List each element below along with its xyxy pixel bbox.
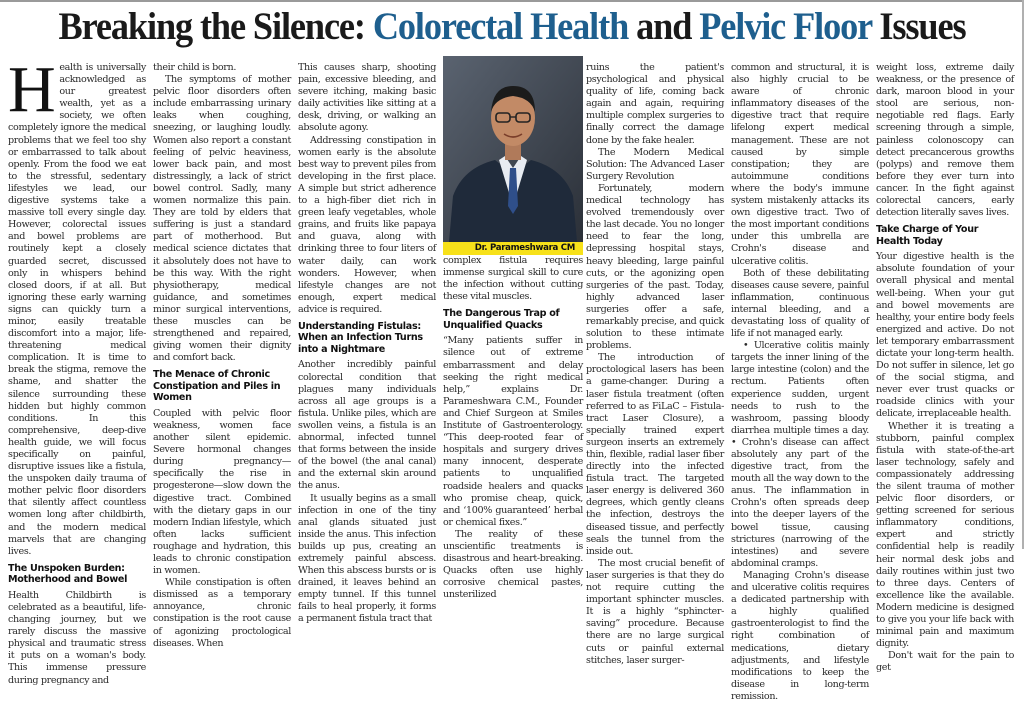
paragraph: Your digestive health is the absolute foundation of your overall physical and mental well-being. When your gut and bowel movements are healthy, your entire body feels energized and active. Do not let temporary embarrassment dictate your long-term health. Do not suffer in silence, let go of the social stigma, and never ever trust quacks or roadside clinics with your delicate, irreplaceable health. bbox=[876, 251, 1014, 420]
paragraph: Coupled with pelvic floor weakness, women face another silent epidemic. Severe hormonal changes during pregnancy—specifically the rise in progesterone—slow down the digestive tract. Combined with the dietary gaps in our modern Indian lifestyle, which often lacks sufficient roughage and hydration, this leads to chronic constipation in women. bbox=[153, 407, 291, 577]
drop-cap: H bbox=[8, 53, 56, 126]
subheading-chronic-constipation: The Menace of Chronic Constipation and Piles in Women bbox=[153, 369, 281, 404]
headline-part-1: Breaking the Silence: bbox=[58, 5, 373, 48]
paragraph: Addressing constipation in women early is the absolute best way to prevent piles from developing in the first place. A simple but strict adherence to a high-fiber diet rich in green leafy vegetables, whole grains, and fruits like papaya and guava, along with drinking three to four liters of water daily, can work wonders. However, when lifestyle changes are not enough, expert medical advice is required. bbox=[298, 134, 436, 315]
paragraph: their child is born. bbox=[153, 62, 237, 73]
headline-part-3: and bbox=[628, 5, 700, 48]
article-column-7 bbox=[876, 62, 1014, 675]
subheading-take-charge: Take Charge of Your Health Today bbox=[876, 224, 979, 247]
paragraph: Managing Crohn's disease and ulcerative colitis requires a dedicated partnership with a highly qualified gastroenterologist to find the right combination of medications, dietary adjustments, and lifestyle modifications to keep the disease in long-term remission. bbox=[731, 569, 869, 702]
paragraph: Another incredibly painful colorectal condition that plagues many individuals across all age groups is a fistula. Unlike piles, which are swollen veins, a fistula is an abnormal, infected tunnel that forms between the inside of the bowel (the anal canal) and the external skin around the anus. bbox=[298, 359, 436, 492]
article-column-1 bbox=[8, 53, 146, 687]
headline bbox=[36, 6, 988, 48]
paragraph: Don't wait for the pain to get bbox=[876, 650, 1014, 674]
paragraph: Whether it is treating a stubborn, painful complex fistula with state-of-the-art laser technology, safely and compassionately addressing the silent trauma of mother pelvic floor disorders, or getting screened for serious inflammatory conditions, expert and strictly confidential help is readily heir normal desk jobs and daily routines within just two to three days. Centers of excellence like the available. Modern medicine is designed to give you your life back with minimal pain and maximum dignity. bbox=[876, 420, 1014, 650]
paragraph: complex fistula requires immense surgical skill to cure the infection without cutting these vital muscles. bbox=[443, 255, 583, 303]
paragraph: common and structural, it is also highly crucial to be aware of chronic inflammatory diseases of the digestive tract that require lifelong expert medical management. These are not caused by simple constipation; they are autoimmune conditions where the body's immune system mistakenly attacks its own digestive tract. Two of the most important conditions under this umbrella are Crohn's disease and ulcerative colitis. bbox=[731, 62, 869, 267]
quote-paragraph: “Many patients suffer in silence out of extreme embarrassment and delay seeking the right medical help,” explains Dr. Parameshwara C.M., Founder and Chief Surgeon at Smiles Institute of Gastroenterology. “This deep-rooted fear of hospitals and surgery drives many innocent, desperate patients to unqualified roadside healers and quacks who promise cheap, quick, and ‘100% guaranteed’ herbal or chemical fixes.” bbox=[443, 335, 583, 528]
paragraph: The most crucial benefit of laser surgeries is that they do not require cutting the important sphincter muscles. It is a highly “sphincter-saving” procedure. Because there are no large surgical cuts or painful external stitches, laser surger- bbox=[586, 557, 724, 666]
top-rule bbox=[0, 0, 1024, 2]
paragraph: ruins the patient's psychological and physical quality of life, coming back again and again, requiring multiple complex surgeries to finally correct the damage done by the fake healer. bbox=[586, 62, 724, 146]
article-column-3 bbox=[298, 62, 436, 626]
paragraph: Health Childbirth is celebrated as a beautiful, life-changing journey, but we rarely discuss the massive physical and traumatic stress it puts on a woman's body. This immense pressure during pregnancy and bbox=[8, 589, 146, 686]
paragraph: weight loss, extreme daily weakness, or the presence of dark, maroon blood in your stool are serious, non-negotiable red flags. Early screening through a simple, painless colonoscopy can detect precancerous growths (polyps) and remove them before they ever turn into cancer. In the fight against colorectal cancers, early detection literally saves lives. bbox=[876, 62, 1014, 219]
article-column-2 bbox=[153, 62, 291, 650]
subheading-unqualified-quacks: The Dangerous Trap of Unqualified Quacks bbox=[443, 308, 560, 331]
paragraph: The reality of these unscientific treatments is disastrous and heart-breaking. Quacks often use highly corrosive chemical pastes, unsterilized bbox=[443, 528, 583, 601]
portrait-icon bbox=[443, 56, 583, 242]
paragraph: Both of these debilitating diseases cause severe, painful inflammation, continuous internal bleeding, and a devastating loss of quality of life if not managed early. bbox=[731, 267, 869, 340]
article-column-4 bbox=[443, 255, 583, 601]
paragraph: The symptoms of mother pelvic floor disorders often include embarrassing urinary leaks when coughing, sneezing, or laughing loudly. Women also report a constant feeling of pelvic heaviness, lower back pain, and most distressingly, a lack of strict bowel control. Sadly, many women normalize this pain. They are told by elders that suffering is just a standard part of motherhood. But medical science dictates that it absolutely does not have to be this way. With the right physiotherapy, medical guidance, and sometimes minor surgical interventions, these muscles can be strengthened and repaired, giving women their dignity and comfort back. bbox=[153, 74, 291, 364]
paragraph: This causes sharp, shooting pain, excessive bleeding, and severe itching, making basic daily activities like sitting at a desk, driving, or walking an absolute agony. bbox=[298, 62, 436, 134]
paragraph: It usually begins as a small infection in one of the tiny anal glands situated just inside the anus. This infection builds up pus, creating an extremely painful abscess. When this abscess bursts or is drained, it leaves behind an empty tunnel. If this tunnel fails to heal properly, it forms a permanent fistula tract that bbox=[298, 492, 436, 625]
subheading-understanding-fistulas: Understanding Fistulas: When an Infection Turns into a Nightmare bbox=[298, 320, 423, 355]
article-column-6 bbox=[731, 62, 869, 703]
photo-caption: Dr. Parameshwara CM bbox=[443, 242, 583, 255]
headline-accent-colorectal: Colorectal Health bbox=[372, 5, 629, 48]
doctor-portrait-photo bbox=[443, 56, 583, 242]
intro-paragraph: ealth is universally acknowledged as our greatest wealth, yet as a society, we often completely ignore the medical problems that we feel too shy or embarrassed to talk about openly. From the food we eat to the stressful, sedentary lifestyles we lead, our digestive systems take a massive toll every single day. However, colorectal issues and bowel problems are routinely kept a closely guarded secret, discussed only in whispers behind closed doors, if at all. But ignoring these early warning signs can quickly turn a minor, easily treatable discomfort into a major, life-threatening medical complication. It is time to break the stigma, remove the shame, and shatter the silence surrounding these hidden but highly common conditions. In this comprehensive, deep-dive health guide, we will focus specifically on painful, disruptive issues like a fistula, the unspoken daily trauma of mother pelvic floor disorders that silently affect countless women long after childbirth, and the modern medical marvels that are changing lives. bbox=[8, 62, 146, 557]
paragraph: The introduction of proctological lasers has been a game-changer. During a laser fistula treatment (often referred to as FiLaC – Fistula-tract Laser Closure), a specially trained expert surgeon inserts an extremely thin, flexible, radial laser fiber directly into the infected fistula tract. The targeted laser energy is delivered 360 degrees, which gently cleans the infection, destroys the diseased tissue, and perfectly seals the tunnel from the inside out. bbox=[586, 352, 724, 557]
paragraph: While constipation is often dismissed as a temporary annoyance, chronic constipation is the root cause of agonizing proctological diseases. When bbox=[153, 577, 291, 649]
paragraph: Fortunately, modern medical technology has evolved tremendously over the last decade. You no longer need to fear the long, depressing hospital stays, heavy bleeding, large painful cuts, or the agonizing open surgeries of the past. Today, highly advanced laser surgeries offer a safe, remarkably precise, and quick solution to these intimate problems. bbox=[586, 182, 724, 352]
bullet-paragraph: • Ulcerative colitis mainly targets the inner lining of the large intestine (colon) and the rectum. Patients often experience sudden, urgent needs to rush to the washroom, passing bloody diarrhea multiple times a day. • Crohn's disease can affect absolutely any part of the digestive tract, from the mouth all the way down to the anus. The inflammation in Crohn's often spreads deep into the deeper layers of the bowel tissue, causing strictures (narrowing of the intestines) and severe abdominal cramps. bbox=[731, 340, 869, 569]
article-column-5 bbox=[586, 62, 724, 667]
headline-part-5: Issues bbox=[871, 5, 966, 48]
subheading-unspoken-burden: The Unspoken Burden: Motherhood and Bowel bbox=[8, 562, 128, 586]
headline-accent-pelvic: Pelvic Floor bbox=[699, 5, 872, 48]
inline-subheading: The Modern Medical Solution: The Advanced Laser Surgery Revolution bbox=[586, 146, 724, 182]
